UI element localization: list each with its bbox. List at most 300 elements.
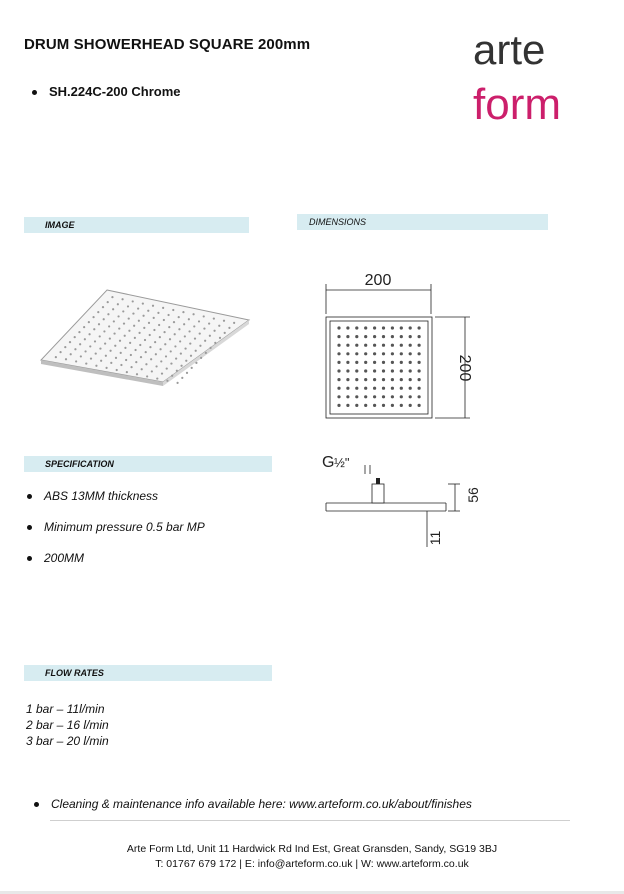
nozzle-dot (80, 355, 82, 357)
nozzle-hole (364, 369, 367, 372)
nozzle-dot (122, 310, 124, 312)
nozzle-dot (153, 317, 155, 319)
nozzle-hole (346, 335, 349, 338)
nozzle-dot (184, 347, 186, 349)
nozzle-hole (418, 344, 421, 347)
nozzle-hole (382, 361, 385, 364)
nozzle-dot (213, 330, 215, 332)
nozzle-dot (132, 312, 134, 314)
nozzle-hole (400, 335, 403, 338)
nozzle-dot (160, 360, 162, 362)
nozzle-dot (167, 314, 169, 316)
nozzle-hole (391, 404, 394, 407)
nozzle-dot (116, 369, 118, 371)
nozzle-dot (107, 313, 109, 315)
height-56-label: 56 (465, 487, 481, 503)
nozzle-dot (120, 352, 122, 354)
nozzle-dot (152, 305, 154, 307)
section-specification-header: SPECIFICATION (24, 456, 272, 472)
nozzle-hole (382, 404, 385, 407)
footer-contact: T: 01767 679 172 | E: info@arteform.co.uk | W: www.arteform.co.uk (155, 858, 469, 870)
nozzle-dot (169, 338, 171, 340)
nozzle-dot (178, 328, 180, 330)
nozzle-dot (79, 343, 81, 345)
nozzle-dot (78, 331, 80, 333)
bullet-icon (34, 802, 39, 807)
nozzle-hole (364, 378, 367, 381)
nozzle-dot (195, 362, 197, 364)
nozzle-hole (418, 335, 421, 338)
nozzle-dot (145, 351, 147, 353)
nozzle-dot (193, 325, 195, 327)
cleaning-info (34, 797, 472, 811)
nozzle-dot (137, 307, 139, 309)
spec-text: Minimum pressure 0.5 bar MP (44, 520, 205, 534)
nozzle-dot (84, 338, 86, 340)
nozzle-dot (128, 317, 130, 319)
nozzle-dot (173, 321, 175, 323)
nozzle-hole (337, 335, 340, 338)
nozzle-dot (189, 342, 191, 344)
nozzle-dot (159, 336, 161, 338)
nozzle-dot (188, 318, 190, 320)
nozzle-hole (346, 361, 349, 364)
nozzle-hole (400, 361, 403, 364)
dimensions-drawing (310, 262, 500, 552)
nozzle-dot (130, 354, 132, 356)
nozzle-hole (382, 387, 385, 390)
nozzle-dot (151, 370, 153, 372)
nozzle-dot (163, 319, 165, 321)
nozzle-hole (391, 395, 394, 398)
nozzle-dot (174, 333, 176, 335)
nozzle-dot (219, 337, 221, 339)
nozzle-dot (223, 320, 225, 322)
nozzle-dot (162, 307, 164, 309)
nozzle-hole (364, 404, 367, 407)
product-sku (32, 84, 181, 99)
nozzle-dot (181, 377, 183, 379)
nozzle-dot (113, 320, 115, 322)
nozzle-dot (103, 330, 105, 332)
nozzle-hole (391, 378, 394, 381)
nozzle-hole (373, 378, 376, 381)
nozzle-dot (156, 377, 158, 379)
nozzle-hole (382, 326, 385, 329)
spec-item (27, 551, 84, 565)
nozzle-dot (65, 358, 67, 360)
thread-fraction: ½" (334, 455, 350, 470)
nozzle-hole (409, 352, 412, 355)
nozzle-dot (74, 348, 76, 350)
spec-text: ABS 13MM thickness (44, 489, 159, 503)
nozzle-hole (364, 344, 367, 347)
nozzle-dot (191, 367, 193, 369)
nozzle-hole (418, 352, 421, 355)
nozzle-dot (138, 320, 140, 322)
nozzle-hole (355, 404, 358, 407)
spec-text: 200MM (44, 551, 85, 565)
nozzle-dot (64, 346, 66, 348)
nozzle-dot (142, 315, 144, 317)
nozzle-dot (213, 317, 215, 319)
spec-item (27, 520, 205, 534)
nozzle-hole (418, 378, 421, 381)
nozzle-hole (364, 326, 367, 329)
nozzle-dot (158, 324, 160, 326)
nozzle-dot (203, 315, 205, 317)
product-title: DRUM SHOWERHEAD SQUARE 200mm (24, 36, 311, 53)
nozzle-hole (337, 361, 340, 364)
footer-address: Arte Form Ltd, Unit 11 Hardwick Rd Ind Est, Great Gransden, Sandy, SG19 3BJ (126, 843, 498, 855)
nozzle-hole (346, 344, 349, 347)
nozzle-hole (364, 352, 367, 355)
nozzle-dot (85, 362, 87, 364)
nozzle-hole (382, 369, 385, 372)
nozzle-hole (355, 378, 358, 381)
nozzle-hole (373, 387, 376, 390)
nozzle-dot (135, 361, 137, 363)
nozzle-dot (119, 340, 121, 342)
nozzle-hole (382, 335, 385, 338)
nozzle-hole (364, 361, 367, 364)
nozzle-dot (108, 325, 110, 327)
nozzle-dot (184, 335, 186, 337)
nozzle-dot (93, 328, 95, 330)
nozzle-dot (113, 332, 115, 334)
nozzle-dot (157, 312, 159, 314)
nozzle-dot (120, 364, 122, 366)
nozzle-dot (89, 345, 91, 347)
nozzle-dot (115, 357, 117, 359)
nozzle-dot (145, 363, 147, 365)
bullet-icon (27, 525, 32, 530)
nozzle-dot (180, 352, 182, 354)
nozzle-hole (391, 352, 394, 355)
nozzle-dot (209, 347, 211, 349)
nozzle-hole (346, 352, 349, 355)
nozzle-dot (134, 337, 136, 339)
thread-label: G (322, 454, 335, 471)
nozzle-hole (400, 404, 403, 407)
nozzle-hole (355, 326, 358, 329)
nozzle-dot (209, 335, 211, 337)
nozzle-hole (346, 378, 349, 381)
nozzle-hole (391, 344, 394, 347)
nozzle-hole (409, 326, 412, 329)
nozzle-hole (346, 387, 349, 390)
nozzle-hole (409, 344, 412, 347)
nozzle-dot (172, 309, 174, 311)
nozzle-hole (364, 387, 367, 390)
flow-rate-line: 1 bar – 11l/min (26, 702, 105, 716)
nozzle-hole (391, 387, 394, 390)
nozzle-hole (346, 326, 349, 329)
nozzle-dot (170, 350, 172, 352)
nozzle-dot (111, 296, 113, 298)
product-image (24, 262, 272, 402)
nozzle-hole (337, 344, 340, 347)
nozzle-hole (337, 404, 340, 407)
nozzle-dot (185, 360, 187, 362)
nozzle-dot (198, 320, 200, 322)
nozzle-dot (112, 308, 114, 310)
nozzle-dot (105, 355, 107, 357)
nozzle-dot (163, 331, 165, 333)
nozzle-dot (178, 316, 180, 318)
nozzle-dot (90, 357, 92, 359)
nozzle-hole (418, 361, 421, 364)
nozzle-hole (373, 395, 376, 398)
nozzle-hole (391, 335, 394, 338)
nozzle-dot (149, 346, 151, 348)
nozzle-hole (364, 395, 367, 398)
nozzle-hole (346, 404, 349, 407)
nozzle-hole (337, 395, 340, 398)
nozzle-dot (166, 380, 168, 382)
nozzle-dot (105, 367, 107, 369)
section-flow-rates-header: FLOW RATES (24, 665, 272, 681)
nozzle-dot (180, 365, 182, 367)
nozzle-dot (121, 298, 123, 300)
nozzle-dot (183, 323, 185, 325)
nozzle-hole (400, 387, 403, 390)
nozzle-hole (373, 361, 376, 364)
nozzle-hole (409, 387, 412, 390)
nozzle-dot (199, 345, 201, 347)
nozzle-hole (400, 395, 403, 398)
nozzle-dot (98, 323, 100, 325)
nozzle-hole (337, 378, 340, 381)
nozzle-dot (124, 335, 126, 337)
nozzle-dot (192, 313, 194, 315)
nozzle-hole (409, 395, 412, 398)
bullet-icon (27, 556, 32, 561)
nozzle-dot (190, 355, 192, 357)
nozzle-dot (161, 372, 163, 374)
nozzle-hole (409, 369, 412, 372)
nozzle-hole (355, 387, 358, 390)
nozzle-hole (346, 395, 349, 398)
nozzle-hole (355, 395, 358, 398)
nozzle-dot (142, 302, 144, 304)
nozzle-hole (382, 395, 385, 398)
logo-form: form (473, 80, 561, 129)
nozzle-dot (94, 340, 96, 342)
nozzle-dot (133, 325, 135, 327)
nozzle-dot (165, 355, 167, 357)
nozzle-hole (400, 352, 403, 355)
nozzle-dot (99, 347, 101, 349)
nozzle-hole (409, 404, 412, 407)
nozzle-dot (147, 310, 149, 312)
nozzle-dot (141, 368, 143, 370)
nozzle-hole (418, 326, 421, 329)
nozzle-dot (205, 352, 207, 354)
nozzle-dot (214, 342, 216, 344)
nozzle-dot (55, 356, 57, 358)
nozzle-dot (194, 337, 196, 339)
nozzle-dot (95, 365, 97, 367)
nozzle-dot (125, 359, 127, 361)
nozzle-dot (170, 362, 172, 364)
sku-text: SH.224C-200 Chrome (49, 84, 181, 99)
nozzle-hole (373, 326, 376, 329)
nozzle-dot (188, 330, 190, 332)
nozzle-dot (110, 362, 112, 364)
nozzle-hole (400, 369, 403, 372)
nozzle-dot (103, 318, 105, 320)
bullet-icon (32, 90, 37, 95)
nozzle-dot (88, 321, 90, 323)
section-image-header: IMAGE (24, 217, 249, 233)
nozzle-dot (114, 345, 116, 347)
nozzle-dot (127, 305, 129, 307)
nozzle-hole (373, 404, 376, 407)
nozzle-hole (382, 352, 385, 355)
nozzle-hole (418, 404, 421, 407)
nozzle-hole (355, 352, 358, 355)
nozzle-hole (346, 369, 349, 372)
nozzle-dot (149, 334, 151, 336)
nozzle-hole (373, 352, 376, 355)
nozzle-dot (70, 353, 72, 355)
nozzle-dot (148, 322, 150, 324)
nozzle-hole (355, 369, 358, 372)
nozzle-hole (355, 344, 358, 347)
nozzle-hole (337, 369, 340, 372)
nozzle-dot (168, 326, 170, 328)
height-11-label: 11 (427, 530, 443, 546)
nozzle-dot (155, 365, 157, 367)
height-label: 200 (456, 354, 473, 382)
nozzle-hole (391, 369, 394, 372)
nozzle-hole (355, 361, 358, 364)
nozzle-dot (204, 340, 206, 342)
nozzle-dot (186, 372, 188, 374)
nozzle-dot (75, 360, 77, 362)
section-dimensions-header: DIMENSIONS (297, 214, 548, 230)
nozzle-hole (373, 335, 376, 338)
nozzle-hole (400, 378, 403, 381)
nozzle-hole (364, 335, 367, 338)
footer-divider (50, 820, 570, 821)
nozzle-dot (109, 337, 111, 339)
nozzle-hole (409, 335, 412, 338)
nozzle-dot (134, 349, 136, 351)
nozzle-dot (129, 342, 131, 344)
nozzle-dot (117, 315, 119, 317)
nozzle-dot (155, 353, 157, 355)
flow-rate-line: 3 bar – 20 l/min (26, 734, 109, 748)
width-label: 200 (364, 272, 392, 289)
nozzle-dot (140, 356, 142, 358)
nozzle-dot (139, 344, 141, 346)
nozzle-hole (382, 344, 385, 347)
nozzle-dot (224, 332, 226, 334)
nozzle-dot (95, 352, 97, 354)
nozzle-dot (117, 303, 119, 305)
nozzle-dot (228, 327, 230, 329)
nozzle-dot (118, 327, 120, 329)
nozzle-dot (74, 336, 76, 338)
nozzle-hole (373, 369, 376, 372)
nozzle-dot (176, 382, 178, 384)
nozzle-dot (159, 348, 161, 350)
nozzle-dot (126, 371, 128, 373)
nozzle-dot (88, 333, 90, 335)
nozzle-dot (199, 332, 201, 334)
cleaning-text[interactable]: Cleaning & maintenance info available here: www.arteform.co.uk/about/finishes (51, 797, 472, 811)
nozzle-hole (400, 344, 403, 347)
nozzle-dot (150, 358, 152, 360)
nozzle-dot (203, 327, 205, 329)
flow-rate-line: 2 bar – 16 l/min (26, 718, 109, 732)
nozzle-dot (179, 340, 181, 342)
nozzle-dot (132, 300, 134, 302)
nozzle-dot (182, 311, 184, 313)
nozzle-dot (154, 341, 156, 343)
logo-arte: arte (473, 26, 546, 73)
nozzle-dot (233, 322, 235, 324)
nozzle-dot (128, 330, 130, 332)
nozzle-dot (92, 316, 94, 318)
nozzle-dot (176, 370, 178, 372)
nozzle-dot (175, 357, 177, 359)
nozzle-hole (409, 361, 412, 364)
nozzle-hole (400, 326, 403, 329)
nozzle-hole (337, 387, 340, 390)
nozzle-dot (218, 325, 220, 327)
nozzle-dot (97, 311, 99, 313)
spec-item (27, 489, 158, 503)
nozzle-dot (83, 326, 85, 328)
nozzle-dot (84, 350, 86, 352)
nozzle-dot (166, 367, 168, 369)
nozzle-dot (69, 341, 71, 343)
nozzle-dot (123, 322, 125, 324)
nozzle-dot (124, 347, 126, 349)
nozzle-dot (59, 351, 61, 353)
nozzle-dot (136, 373, 138, 375)
nozzle-dot (104, 342, 106, 344)
nozzle-hole (382, 378, 385, 381)
nozzle-dot (107, 301, 109, 303)
nozzle-dot (174, 345, 176, 347)
nozzle-dot (109, 350, 111, 352)
nozzle-dot (171, 375, 173, 377)
nozzle-hole (418, 395, 421, 398)
nozzle-dot (208, 322, 210, 324)
nozzle-hole (409, 378, 412, 381)
nozzle-hole (418, 369, 421, 372)
nozzle-hole (391, 361, 394, 364)
nozzle-hole (337, 326, 340, 329)
nozzle-hole (337, 352, 340, 355)
nozzle-dot (143, 327, 145, 329)
bullet-icon (27, 494, 32, 499)
nozzle-dot (164, 343, 166, 345)
nozzle-hole (391, 326, 394, 329)
nozzle-dot (100, 360, 102, 362)
nozzle-dot (138, 332, 140, 334)
nozzle-dot (102, 306, 104, 308)
nozzle-hole (355, 335, 358, 338)
nozzle-hole (373, 344, 376, 347)
nozzle-dot (153, 329, 155, 331)
nozzle-dot (99, 335, 101, 337)
nozzle-dot (130, 366, 132, 368)
